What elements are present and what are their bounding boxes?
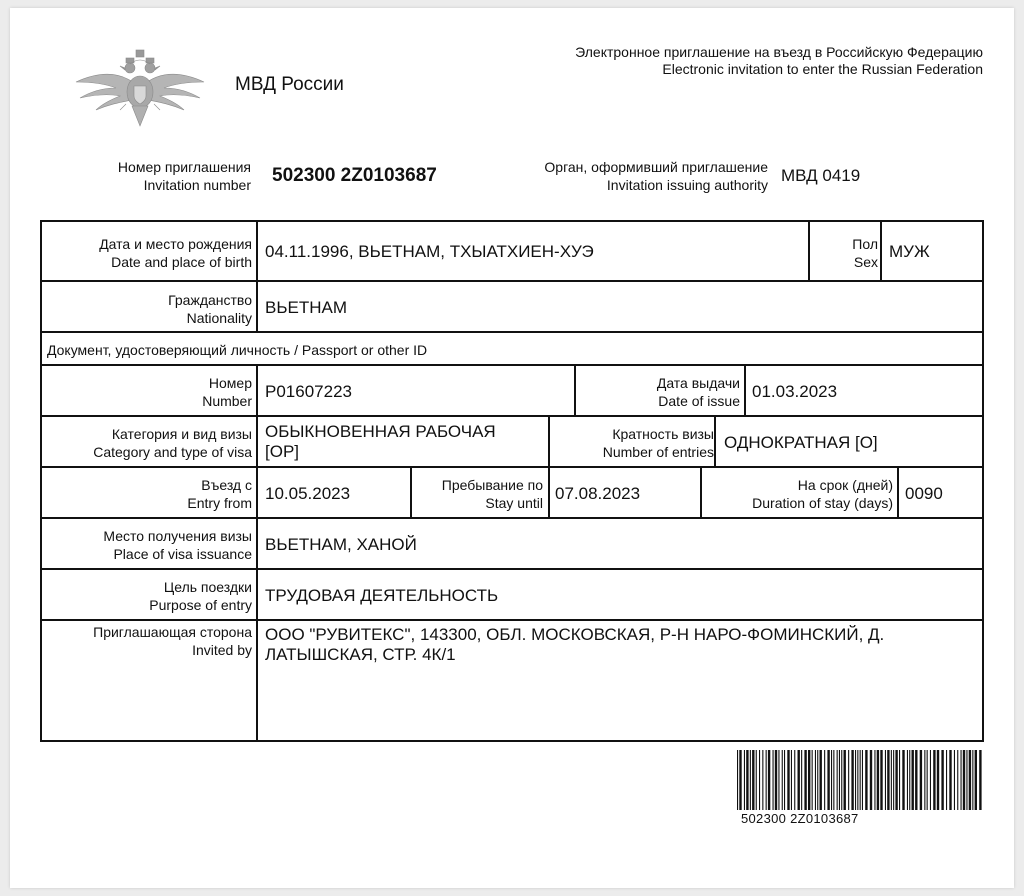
double-headed-eagle-emblem-icon (72, 42, 208, 130)
barcode-bar (957, 750, 958, 810)
barcode-bar (912, 750, 914, 810)
barcode-bar (949, 750, 951, 810)
barcode-bar (857, 750, 858, 810)
barcode-bar (744, 750, 745, 810)
inviter-label (93, 623, 252, 659)
nationality-value: ВЬЕТНАМ (265, 298, 347, 317)
barcode-bar (975, 750, 977, 810)
issuing-authority-label-en: Invitation issuing authority (606, 177, 768, 193)
barcode-bar (880, 750, 882, 810)
entry-from-label-en: Entry from (187, 495, 252, 511)
entry-from-label-ru: Въезд с (201, 477, 252, 493)
barcode-bar (891, 750, 892, 810)
duration-label-en: Duration of stay (days) (752, 495, 893, 511)
visa-place-label-en: Place of visa issuance (113, 546, 252, 562)
barcode-bar (773, 750, 774, 810)
purpose-label (149, 578, 252, 614)
visa-category-label (93, 425, 252, 461)
stay-until-label (442, 476, 543, 512)
stay-until-value: 07.08.2023 (555, 484, 641, 503)
inviter-line2: ЛАТЫШСКАЯ, СТР. 4К/1 (265, 645, 456, 664)
entries-label-ru: Кратность визы (612, 426, 714, 442)
barcode-icon (737, 750, 985, 810)
barcode-bar (831, 750, 832, 810)
sex-value: МУЖ (889, 242, 930, 261)
invitation-number-label-ru: Номер приглашения (117, 159, 251, 175)
barcode-bar (759, 750, 760, 810)
birth-label-en: Date and place of birth (111, 254, 252, 270)
barcode-bar (954, 750, 955, 810)
barcode-bar (794, 750, 795, 810)
sex-label (852, 235, 878, 271)
barcode-bar (778, 750, 779, 810)
entry-from-label (187, 476, 252, 512)
stay-until-label-en: Stay until (485, 495, 543, 511)
entries-label (603, 425, 714, 461)
document-section-heading: Документ, удостоверяющий личность / Passport or other ID (47, 342, 428, 358)
barcode-bar (877, 750, 879, 810)
issue-date-label (657, 374, 740, 410)
barcode-bar (885, 750, 886, 810)
issue-date-value: 01.03.2023 (752, 382, 838, 401)
barcode-bar (752, 750, 754, 810)
barcode-bar (820, 750, 822, 810)
barcode-bar (966, 750, 967, 810)
barcode-bar (839, 750, 840, 810)
barcode-bar (893, 750, 894, 810)
barcode-bar (848, 750, 849, 810)
barcode-bar (860, 750, 861, 810)
doc-number-label-en: Number (202, 393, 252, 409)
stay-until-label-ru: Пребывание по (441, 477, 543, 493)
barcode-bar (827, 750, 829, 810)
barcode-bar (798, 750, 800, 810)
barcode-bar (924, 750, 925, 810)
purpose-value: ТРУДОВАЯ ДЕЯТЕЛЬНОСТЬ (265, 586, 499, 605)
issuing-authority-label (544, 158, 768, 194)
document-title-ru: Электронное приглашение на въезд в Российскую Федерацию (575, 44, 983, 60)
inviter-value (265, 625, 970, 665)
nationality-label-en: Nationality (186, 310, 252, 326)
duration-value: 0090 (905, 484, 943, 503)
issuing-authority-label-ru: Орган, оформивший приглашение (544, 159, 768, 175)
visa-category-value (265, 422, 496, 462)
birth-label-ru: Дата и место рождения (99, 236, 252, 252)
visa-category-line1: ОБЫКНОВЕННАЯ РАБОЧАЯ (265, 422, 496, 441)
barcode-bar (808, 750, 810, 810)
issuing-organization: МВД России (235, 74, 344, 95)
barcode-bar (762, 750, 763, 810)
entry-from-value: 10.05.2023 (265, 484, 351, 503)
sex-label-ru: Пол (852, 236, 878, 252)
visa-category-label-en: Category and type of visa (93, 444, 252, 460)
barcode-bar (851, 750, 853, 810)
visa-place-label-ru: Место получения визы (103, 528, 252, 544)
barcode-bar (737, 750, 738, 810)
barcode-bar (782, 750, 783, 810)
barcode-bar (972, 750, 973, 810)
barcode-bar (946, 750, 947, 810)
invitation-number-label (118, 158, 251, 194)
birth-label (99, 235, 252, 271)
nationality-label-ru: Гражданство (168, 292, 252, 308)
invitation-number: 502300 2Z0103687 (272, 165, 437, 186)
barcode-bar (870, 750, 872, 810)
barcode-bar (844, 750, 846, 810)
inviter-label-en: Invited by (192, 642, 252, 658)
duration-label-ru: На срок (дней) (797, 477, 893, 493)
barcode-bar (865, 750, 867, 810)
barcode-bar (895, 750, 897, 810)
barcode-bar (927, 750, 928, 810)
visa-category-label-ru: Категория и вид визы (111, 426, 252, 442)
document-title (575, 44, 983, 78)
barcode-bar (750, 750, 751, 810)
barcode-bar (768, 750, 770, 810)
barcode-number: 502300 2Z0103687 (741, 811, 859, 826)
barcode-bar (841, 750, 842, 810)
nationality-label (168, 291, 252, 327)
barcode-bar (837, 750, 838, 810)
barcode-bar (791, 750, 792, 810)
issue-date-label-ru: Дата выдачи (656, 375, 740, 391)
barcode-bar (979, 750, 981, 810)
barcode-bar (775, 750, 777, 810)
visa-place-label (103, 527, 252, 563)
issue-date-label-en: Date of issue (658, 393, 740, 409)
entries-label-en: Number of entries (602, 444, 714, 460)
barcode-bar (933, 750, 935, 810)
barcode-bar (801, 750, 802, 810)
barcode-bar (815, 750, 816, 810)
invitation-number-label-en: Invitation number (143, 177, 251, 193)
barcode-bar (804, 750, 806, 810)
barcode-bar (930, 750, 931, 810)
barcode-bar (874, 750, 875, 810)
barcode-bar (909, 750, 910, 810)
barcode-bar (963, 750, 965, 810)
barcode-bar (784, 750, 785, 810)
barcode-bar (766, 750, 767, 810)
entries-value: ОДНОКРАТНАЯ [О] (724, 433, 878, 452)
barcode-bar (756, 750, 757, 810)
barcode-bar (907, 750, 908, 810)
inviter-label-ru: Приглашающая сторона (93, 624, 252, 640)
issuing-authority: МВД 0419 (781, 166, 861, 185)
doc-number-value: P01607223 (265, 382, 352, 401)
sex-label-en: Sex (853, 254, 878, 270)
barcode-bar (812, 750, 813, 810)
barcode-bar (887, 750, 889, 810)
doc-number-label-ru: Номер (208, 375, 252, 391)
barcode-bar (824, 750, 825, 810)
inviter-line1: ООО "РУВИТЕКС", 143300, ОБЛ. МОСКОВСКАЯ, Р-Н НАРО-ФОМИНСКИЙ, Д. (265, 625, 885, 644)
document-title-en: Electronic invitation to enter the Russian Federation (662, 61, 983, 77)
duration-label (752, 476, 893, 512)
visa-place-value: ВЬЕТНАМ, ХАНОЙ (265, 535, 417, 554)
barcode-bar (862, 750, 863, 810)
barcode-bar (915, 750, 917, 810)
barcode-bar (941, 750, 943, 810)
birth-value: 04.11.1996, ВЬЕТНАМ, ТХЫАТХИЕН-ХУЭ (265, 242, 594, 261)
barcode-bar (739, 750, 741, 810)
barcode-bar (833, 750, 834, 810)
barcode-bar (937, 750, 939, 810)
barcode-bar (961, 750, 962, 810)
visa-category-line2: [ОР] (265, 442, 300, 461)
barcode-bar (969, 750, 971, 810)
purpose-label-ru: Цель поездки (163, 579, 252, 595)
barcode-bar (746, 750, 748, 810)
barcode-bar (899, 750, 900, 810)
barcode-bar (902, 750, 904, 810)
barcode-bar (920, 750, 922, 810)
purpose-label-en: Purpose of entry (149, 597, 252, 613)
doc-number-label (202, 374, 252, 410)
barcode-bar (787, 750, 789, 810)
barcode-bar (817, 750, 818, 810)
barcode-bar (855, 750, 856, 810)
visa-details-table (40, 220, 984, 742)
